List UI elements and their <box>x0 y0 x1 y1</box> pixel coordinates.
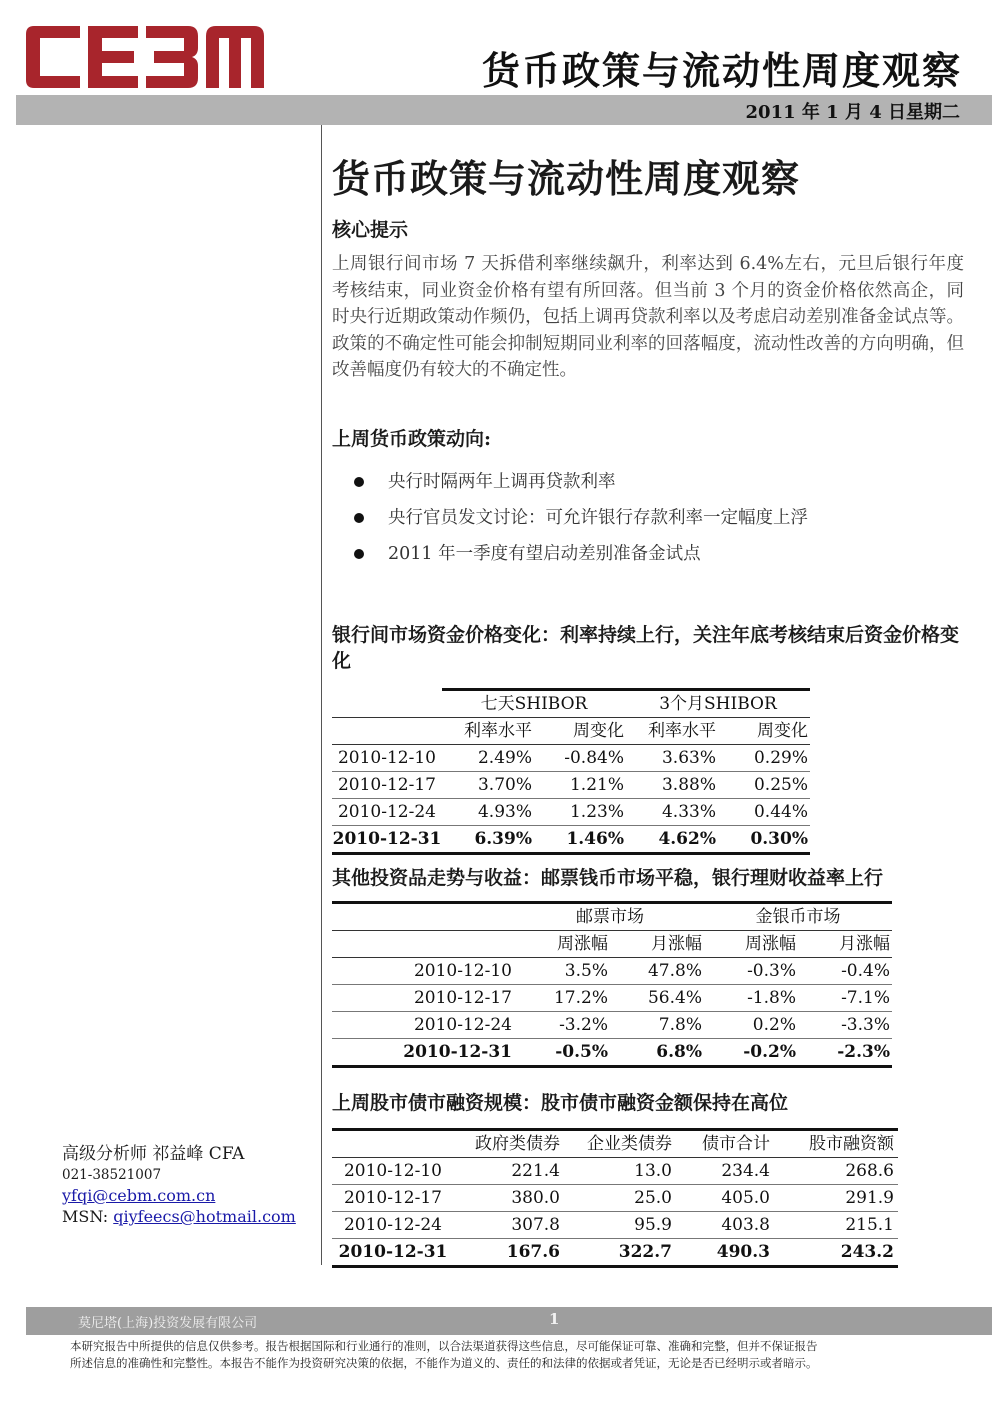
column-header: 债市合计 <box>672 1129 770 1157</box>
list-item: 2011 年一季度有望启动差别准备金试点 <box>332 536 964 572</box>
list-item: 央行时隔两年上调再贷款利率 <box>332 464 964 500</box>
policy-heading: 上周货币政策动向: <box>332 427 492 450</box>
table-row: 2010-12-31 6.39% 1.46% 4.62% 0.30% <box>332 825 810 853</box>
column-divider <box>321 125 322 1265</box>
summary-paragraph: 上周银行间市场 7 天拆借利率继续飙升，利率达到 6.4%左右，元旦后银行年度考核结束，同业资金价格有望有所回落。但当前 3 个月的资金价格依然高企，同时央行近期政策动作频仍，包括上调再贷款利率以及考虑启动差别准备金试点等。政策的不确定性可能会抑制短期同业利率的回落幅度，流动性改善的方向明确，但改善幅度仍有较大的不确定性。 <box>332 254 964 380</box>
table-row: 2010-12-17 3.70% 1.21% 3.88% 0.25% <box>332 771 810 798</box>
shibor-table <box>332 688 810 855</box>
footer-band <box>26 1307 992 1335</box>
header-title: 货币政策与流动性周度观察 <box>481 48 962 93</box>
other-investments-heading: 其他投资品走势与收益：邮票钱币市场平稳，银行理财收益率上行 <box>332 866 884 889</box>
page-title: 货币政策与流动性周度观察 <box>332 156 801 201</box>
column-header: 周涨幅 <box>516 930 610 957</box>
table-row: 2010-12-10 3.5% 47.8% -0.3% -0.4% <box>332 957 892 984</box>
list-item: 央行官员发文讨论：可允许银行存款利率一定幅度上浮 <box>332 500 964 536</box>
policy-list <box>332 464 964 572</box>
main-content <box>332 140 964 1268</box>
page-number: 1 <box>549 1310 560 1328</box>
financing-table <box>332 1128 898 1268</box>
cebm-logo <box>22 22 268 92</box>
table-row: 2010-12-24 4.93% 1.23% 4.33% 0.44% <box>332 798 810 825</box>
table-group-header: 金银币市场 <box>704 902 892 930</box>
interbank-heading: 银行间市场资金价格变化：利率持续上行，关注年底考核结束后资金价格变化 <box>332 623 960 672</box>
column-header: 利率水平 <box>626 717 718 744</box>
analyst-contact <box>62 1143 312 1227</box>
column-header: 企业类债券 <box>560 1129 672 1157</box>
disclaimer-line: 所述信息的准确性和完整性。本报告不能作为投资研究决策的依据，不能作为道义的、责任的和法律的依据或者凭证，无论是否已经明示或者暗示。 <box>70 1356 818 1370</box>
table-group-header: 邮票市场 <box>516 902 704 930</box>
column-header: 周涨幅 <box>704 930 798 957</box>
table-row: 2010-12-31 167.6 322.7 490.3 243.2 <box>332 1238 898 1266</box>
column-header: 利率水平 <box>442 717 534 744</box>
column-header: 政府类债券 <box>454 1129 560 1157</box>
bullet-icon <box>354 477 364 487</box>
analyst-email-link[interactable]: yfqi@cebm.com.cn <box>62 1186 216 1205</box>
msn-label: MSN: <box>62 1207 114 1226</box>
table-row: 2010-12-10 221.4 13.0 234.4 268.6 <box>332 1157 898 1184</box>
table-group-header: 3个月SHIBOR <box>626 689 810 717</box>
analyst-name: 高级分析师 祁益峰 CFA <box>62 1144 245 1164</box>
table-row: 2010-12-24 -3.2% 7.8% 0.2% -3.3% <box>332 1011 892 1038</box>
column-header: 股市融资额 <box>770 1129 898 1157</box>
column-header: 月涨幅 <box>798 930 892 957</box>
column-header: 周变化 <box>534 717 626 744</box>
column-header: 周变化 <box>718 717 810 744</box>
table-group-header: 七天SHIBOR <box>442 689 626 717</box>
column-header: 月涨幅 <box>610 930 704 957</box>
footer-company: 莫尼塔(上海)投资发展有限公司 <box>78 1316 258 1331</box>
report-date: 2011 年 1 月 4 日星期二 <box>745 102 960 123</box>
table-row: 2010-12-17 17.2% 56.4% -1.8% -7.1% <box>332 984 892 1011</box>
financing-heading: 上周股市债市融资规模：股市债市融资金额保持在高位 <box>332 1091 789 1114</box>
bullet-icon <box>354 549 364 559</box>
table-row: 2010-12-17 380.0 25.0 405.0 291.9 <box>332 1184 898 1211</box>
summary-heading: 核心提示 <box>332 219 409 241</box>
table-row: 2010-12-24 307.8 95.9 403.8 215.1 <box>332 1211 898 1238</box>
table-row: 2010-12-31 -0.5% 6.8% -0.2% -2.3% <box>332 1038 892 1066</box>
bullet-icon <box>354 513 364 523</box>
collectibles-table <box>332 901 892 1068</box>
header-band <box>16 95 992 125</box>
disclaimer-line: 本研究报告中所提供的信息仅供参考。报告根据国际和行业通行的准则，以合法渠道获得这些信息，尽可能保证可靠、准确和完整，但并不保证报告 <box>70 1339 818 1353</box>
table-row: 2010-12-10 2.49% -0.84% 3.63% 0.29% <box>332 744 810 771</box>
analyst-msn-link[interactable]: qiyfeecs@hotmail.com <box>113 1207 296 1226</box>
analyst-phone: 021-38521007 <box>62 1167 162 1183</box>
